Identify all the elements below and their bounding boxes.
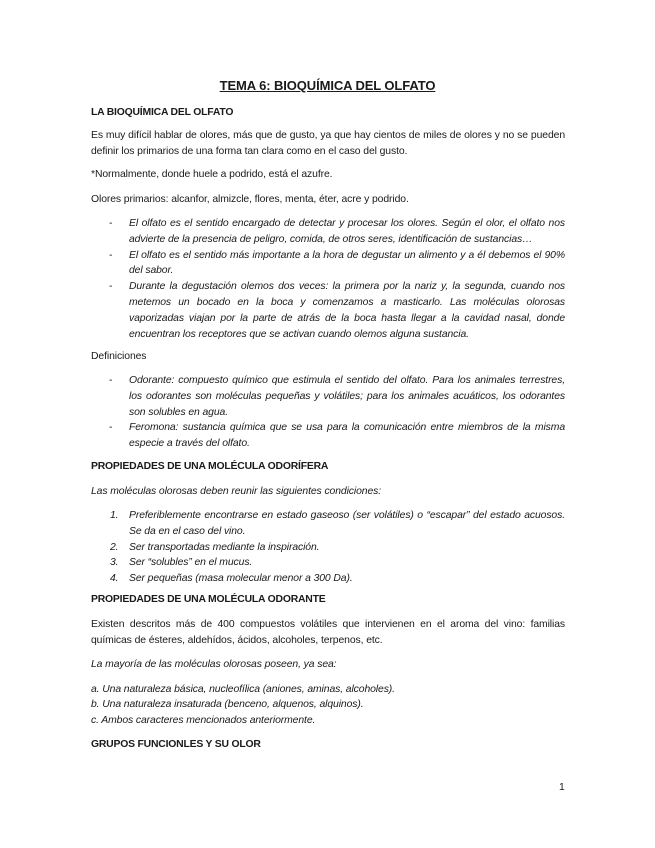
definition-text: Feromona: sustancia química que se usa para la comunicación entre miembros de la misma especie a través del olfato.	[129, 422, 565, 450]
section-heading-odorifera: PROPIEDADES DE UNA MOLÉCULA ODORÍFERA	[91, 461, 329, 472]
number-marker: 1.	[110, 510, 119, 521]
dash-marker: -	[109, 218, 113, 229]
condition-text: Ser “solubles” en el mucus.	[129, 557, 253, 569]
condition-text: Ser pequeñas (masa molecular menor a 300 Da).	[129, 573, 353, 585]
number-marker: 4.	[110, 573, 119, 585]
dash-marker: -	[109, 422, 113, 434]
bullet-item	[91, 248, 565, 280]
condition-text: Ser transportadas mediante la inspiración.	[129, 541, 320, 553]
bullet-text: Durante la degustación olemos dos veces: la primera por la nariz y, la segunda, cuando nos metemos un bocado en la boca y comenzamos a masticarlo. Las moléculas olorosas vaporizadas viajan por la parte de atrás de la boca hasta llegar a la cavidad nasal, donde encuentran los receptores que se activan cuando olemos alguna sustancia.	[129, 281, 565, 340]
condition-item	[91, 555, 565, 571]
primary-odors-paragraph: Olores primarios: alcanfor, almizcle, flores, menta, éter, acre y podrido.	[91, 194, 409, 205]
bullet-text: El olfato es el sentido encargado de detectar y procesar los olores. Según el olor, el olfato nos advierte de la presencia de peligro, comida, de otros seres, identificación de sustancias…	[129, 218, 565, 245]
condition-item	[91, 571, 565, 587]
conditions-list	[91, 508, 565, 587]
intro-paragraph: Es muy difícil hablar de olores, más que de gusto, ya que hay cientos de miles de olores y no se pueden definir los primarios de una forma tan clara como en el caso del gusto.	[91, 130, 565, 157]
condition-item	[91, 508, 565, 540]
condition-text: Preferiblemente encontrarse en estado gaseoso (ser volátiles) o “escapar” del estado acuosos. Se da en el caso del vino.	[129, 510, 565, 537]
olfato-bullet-list	[91, 216, 565, 342]
note-paragraph: *Normalmente, donde huele a podrido, está el azufre.	[91, 169, 333, 180]
bullet-item	[91, 216, 565, 248]
bullet-text: El olfato es el sentido más importante a la hora de degustar un alimento y a él debemos el 90% del sabor.	[129, 249, 565, 277]
page-number: 1	[559, 782, 565, 793]
definitions-label: Definiciones	[91, 351, 147, 362]
dash-marker: -	[109, 249, 113, 261]
dash-marker: -	[109, 281, 113, 293]
definition-text: Odorante: compuesto químico que estimula el sentido del olfato. Para los animales terrestres, los odorantes son moléculas pequeñas y volátiles; para los animales acuáticos, los odorantes son solubles en agua.	[129, 375, 565, 418]
number-marker: 2.	[110, 541, 119, 553]
document-title: TEMA 6: BIOQUÍMICA DEL OLFATO	[219, 78, 436, 93]
definition-item	[91, 373, 565, 420]
condition-item	[91, 540, 565, 556]
number-marker: 3.	[110, 557, 119, 569]
section-heading-grupos: GRUPOS FUNCIONLES Y SU OLOR	[91, 739, 261, 750]
compounds-paragraph: Existen descritos más de 400 compuestos volátiles que intervienen en el aroma del vino: familias químicas de ésteres, aldehídos, ácidos, alcoholes, terpenos, etc.	[91, 619, 565, 646]
nature-item-b: b. Una naturaleza insaturada (benceno, alquenos, alquinos).	[91, 699, 364, 710]
section-heading-bioquimica: LA BIOQUÍMICA DEL OLFATO	[91, 107, 234, 118]
section-heading-odorante: PROPIEDADES DE UNA MOLÉCULA ODORANTE	[91, 594, 326, 605]
conditions-intro: Las moléculas olorosas deben reunir las siguientes condiciones:	[91, 486, 382, 497]
nature-lead: La mayoría de las moléculas olorosas poseen, ya sea:	[91, 659, 337, 670]
definition-item	[91, 420, 565, 452]
nature-item-a: a. Una naturaleza básica, nucleofílica (aniones, aminas, alcoholes).	[91, 684, 395, 695]
definitions-list	[91, 373, 565, 452]
dash-marker: -	[109, 375, 113, 386]
nature-item-c: c. Ambos caracteres mencionados anteriormente.	[91, 715, 316, 726]
bullet-item	[91, 279, 565, 342]
